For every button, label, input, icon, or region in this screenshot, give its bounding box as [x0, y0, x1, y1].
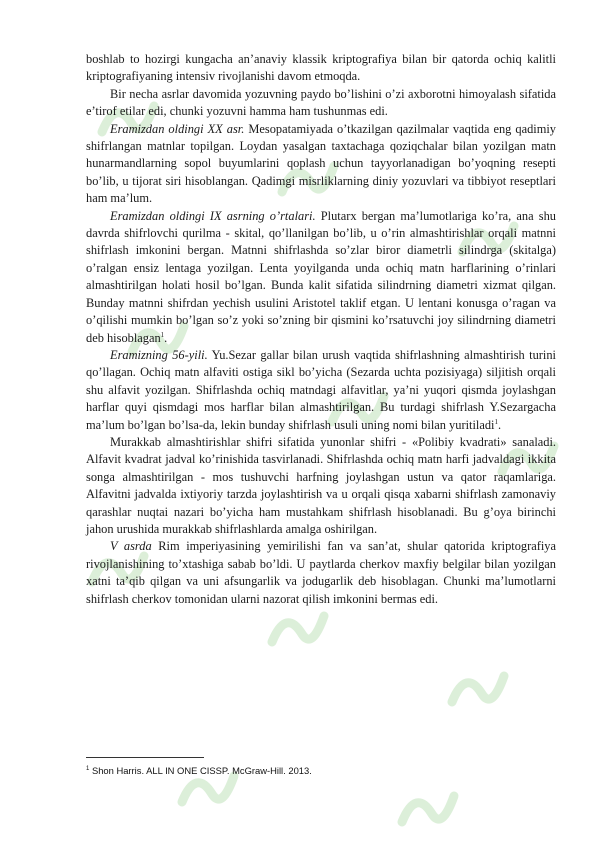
paragraph-20th-century-bc: Eramizdan oldingi XX asr. Mesopatamiyada o’tkazilgan qazilmalar vaqtida eng qadimiy shifrlangan matnlar topilgan. Loydan yasalgan taxtachaga qoziqchalar bilan yozilgan matn hunarmandlarning sopol buyumlarini qoplash uchun tayyorlanadigan bo’yoqning resepti bo’lib, u tijorat siri hisoblangan. Qadimgi misrliklarning diniy yozuvlari va tibbiyot reseptlari ham ma’lum. [86, 121, 556, 206]
paragraph-year-56: Eramizning 56-yili. Yu.Sezar gallar bilan urush vaqtida shifrlashning almashtirish turini qo’llagan. Ochiq matn alfaviti ostiga sikl bo’yicha (Sezarda uchta pozisiyaga) siljitish orqali shu alfavit yozilgan. Shifrlashda ochiq matndagi alfavitlar, ya’ni yuqori qismda joylashgan harflar quyi qismdagi mos harflar bilan almashtirilgan. Bu turdagi shifrlash Y.Sezargacha ma’lum bo’lgan bo’lsa-da, lekin bunday shifrlash usuli uning nomi bilan yuritiladi$^1$. [86, 347, 556, 432]
footnote [86, 765, 556, 777]
era-heading: Eramizdan oldingi XX asr. [110, 121, 245, 136]
document-body [86, 51, 556, 608]
footnote-text: Shon Harris. ALL IN ONE CISSP. McGraw-Hill. 2013. [89, 765, 312, 776]
era-heading: Eramizning 56-yili. [110, 347, 208, 362]
footnote-divider [86, 757, 204, 758]
footnote-mark: 1 [86, 765, 90, 772]
era-heading: Eramizdan oldingi IX asrning o’rtalari. [110, 208, 316, 223]
watermark-mark [402, 796, 454, 822]
paragraph-polybius-square: Murakkab almashtirishlar shifri sifatida yunonlar shifri - «Polibiy kvadrati» sanaladi. Alfavit kvadrat jadval ko’rinishida tasvirlanadi. Shifrlashda ochiq matn harfi jadvaldagi ikkita songa almashtirilgan - mos tushuvchi harfning joylashgan ustun va qator raqamlariga. Alfavitni jadvalda ixtiyoriy tarzda joylashtirish va u orqali qisqa xabarni shifrlash zamonaviy qarashlar nuqtai nazari bo’yicha ham mustahkam shifrlash hisoblanadi. Bu g’oya birinchi jahon urushida murakkab shifrlashlarda amalga oshirilgan. [86, 434, 556, 536]
era-heading: V asrda [110, 539, 152, 554]
footnote-ref[interactable]: 1 [494, 417, 498, 426]
watermark-mark [182, 776, 234, 802]
footnote-ref[interactable]: 1 [160, 330, 165, 339]
paragraph-5th-century: V asrda Rim imperiyasining yemirilishi fan va san’at, shular qatorida kriptografiya rivojlanishining to’xtashiga sabab bo’ldi. U paytlarda cherkov maxfiy belgilar bilan yozilgan xatni ta’qib qilgan va uni afsungarlik va jodugarlik deb hisoblagan. Chunki ma’lumotlarni shifrlash cherkov tomonidan ularni nazorat qilish imkonini bermas edi. [86, 539, 556, 606]
paragraph-9th-century-bc: Eramizdan oldingi IX asrning o’rtalari. Plutarx bergan ma’lumotlariga ko’ra, ana shu davrda shifrlovchi qurilma - skital, qo’llanilgan bo’lib, u o’rin almashtirishlar orqali matnni shifrlash imkonini bergan. Matnni shifrlashda so’zlar biror diametrli silindrga (skitalga) o’ralgan ensiz lentaga yozilgan. Lenta yoyilganda unda ochiq matn harflarining o’rinlari almashtirilgan holati hosil bo’lgan. Bunda kalit sifatida silindrning diametri xizmat qilgan. Bunday matnni shifrdan yechish usulini Aristotel taklif etgan. U lentani konusga o’ragan va o’qilishi mumkin bo’lgan so’z yoki so’zning bir qismini ko’rsatuvchi joy silindrning diametri deb hisoblagan$^1$. [86, 208, 556, 345]
watermark-mark [452, 676, 504, 702]
watermark-mark [272, 616, 324, 642]
paragraph-continuation: boshlab to hozirgi kungacha an’anaviy klassik kriptografiya bilan bir qatorda ochiq kalitli kriptografiyaning intensiv rivojlanishi davom etmoqda. [86, 52, 556, 84]
paragraph-writing-protection: Bir necha asrlar davomida yozuvning paydo bo’lishini o’zi axborotni himoyalash sifatida e’tirof etilar edi, chunki yozuvni hamma ham tushunmas edi. [86, 86, 556, 119]
